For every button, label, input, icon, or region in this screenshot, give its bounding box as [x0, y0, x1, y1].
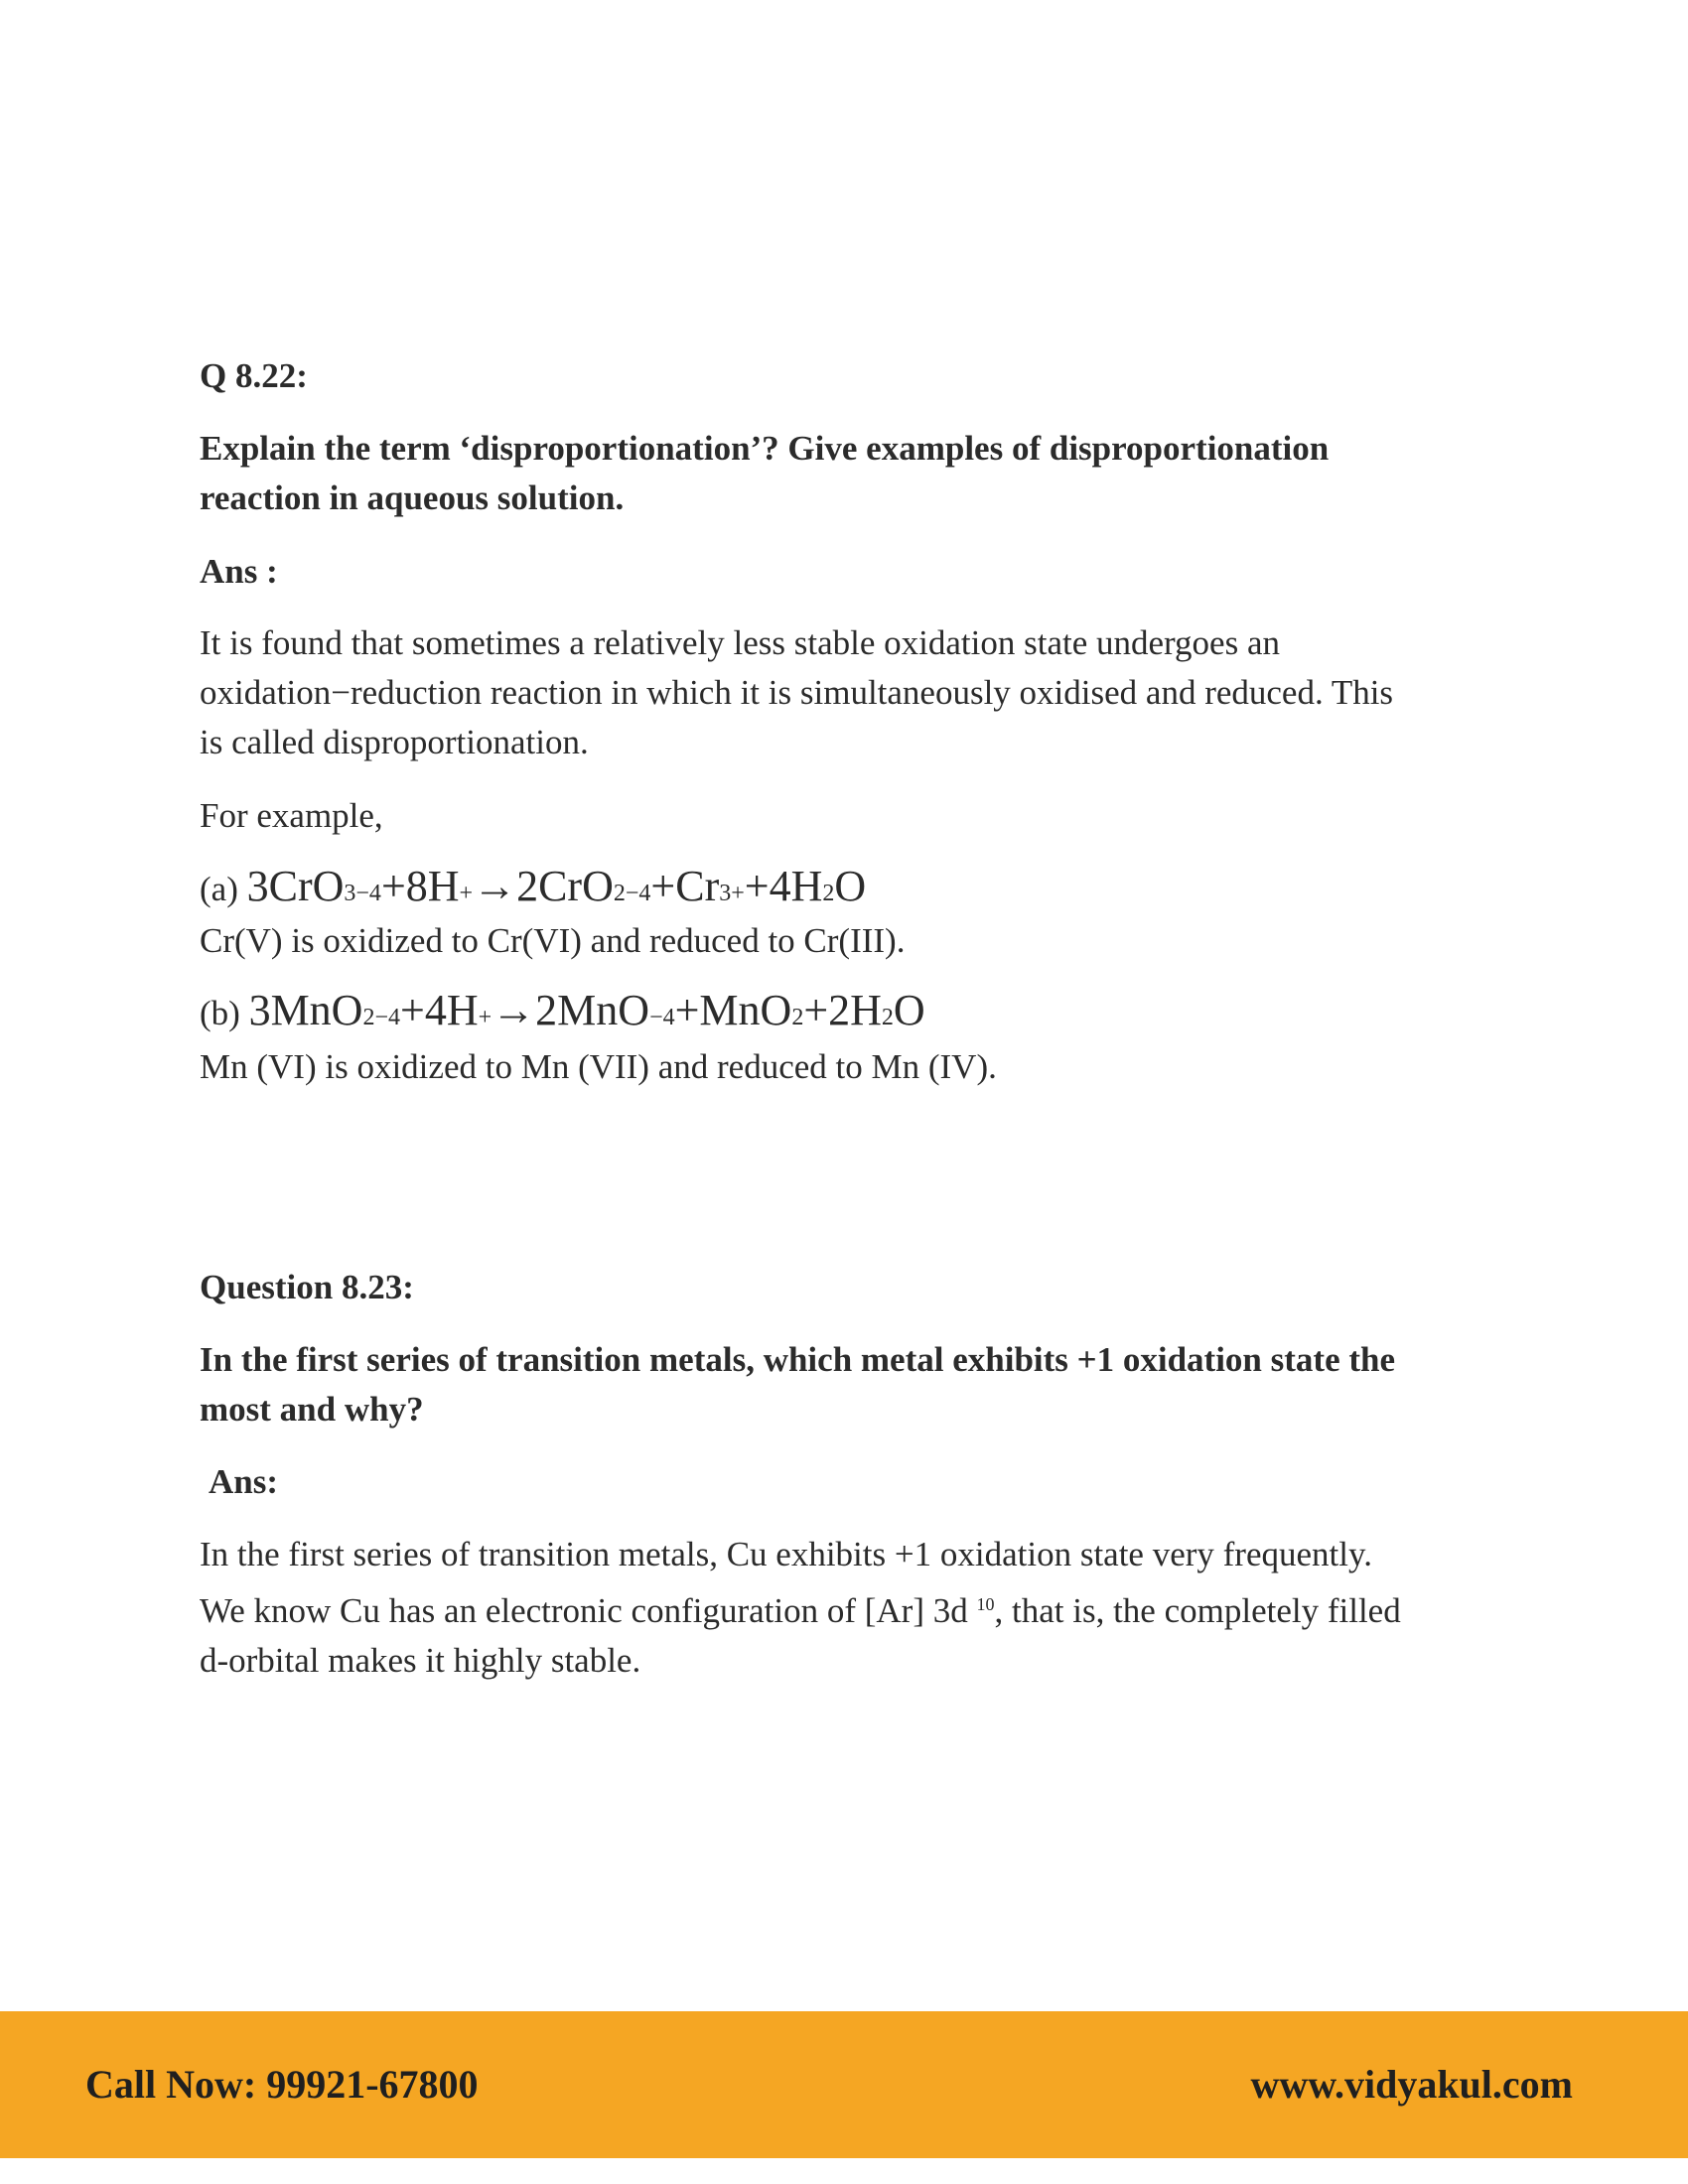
question-line: In the first series of transition metals, which metal exhibits +1 oxidation state the: [200, 1340, 1396, 1379]
equation-subscript: 2: [822, 881, 835, 906]
question-text: [200, 1335, 1395, 1434]
question-line: Explain the term ‘disproportionation’? Give examples of disproportionation: [200, 429, 1330, 468]
equation-part: O: [834, 862, 867, 910]
answer-line: is called disproportionation.: [200, 723, 589, 761]
answer-line: In the first series of transition metals, Cu exhibits +1 oxidation state very frequently.: [200, 1535, 1372, 1573]
question-number: Question 8.23:: [200, 1268, 414, 1306]
equation-part: +8H: [380, 862, 460, 910]
equation-a: [200, 862, 866, 918]
equation-subscript: 2: [881, 1005, 894, 1030]
equation-part: →2MnO: [492, 986, 650, 1034]
equation-label: (a): [200, 870, 247, 908]
equation-superscript: +: [459, 881, 474, 906]
answer-paragraph: [200, 618, 1520, 767]
equation-part: +2H: [803, 986, 882, 1034]
equation-subscript: −4: [649, 1005, 675, 1030]
answer-line: oxidation−reduction reaction in which it is simultaneously oxidised and reduced. This: [200, 673, 1394, 712]
equation-part: O: [893, 986, 925, 1034]
question-line: most and why?: [200, 1390, 424, 1429]
answer-text: We know Cu has an electronic configuration of [Ar] 3d: [200, 1591, 977, 1630]
equation-part: 3CrO: [246, 862, 345, 910]
answer-label: Ans :: [200, 552, 278, 591]
superscript: 10: [976, 1594, 995, 1614]
equation-subscript: 2−4: [362, 1005, 401, 1030]
answer-paragraph: [200, 1530, 1520, 1686]
equation-subscript: 3−4: [344, 881, 381, 906]
equation-a-note: Cr(V) is oxidized to Cr(VI) and reduced to Cr(III).: [200, 921, 906, 960]
equation-part: +4H: [744, 862, 823, 910]
footer-banner: [0, 2011, 1688, 2158]
question-line: reaction in aqueous solution.: [200, 478, 625, 517]
equation-part: +MnO: [674, 986, 792, 1034]
answer-line: d-orbital makes it highly stable.: [200, 1641, 641, 1680]
website-link[interactable]: www.vidyakul.com: [1250, 2062, 1573, 2107]
for-example-text: For example,: [200, 796, 383, 835]
equation-label: (b): [200, 994, 249, 1032]
answer-label: Ans:: [209, 1462, 279, 1501]
equation-b-note: Mn (VI) is oxidized to Mn (VII) and reduced to Mn (IV).: [200, 1047, 997, 1086]
equation-b: [200, 986, 925, 1042]
equation-superscript: +: [478, 1005, 492, 1030]
answer-text: , that is, the completely filled: [994, 1591, 1401, 1630]
call-now-text[interactable]: Call Now: 99921-67800: [85, 2062, 479, 2107]
equation-superscript: 3+: [719, 881, 745, 906]
equation-subscript: 2−4: [613, 881, 651, 906]
equation-part: →2CrO: [473, 862, 614, 910]
equation-part: +Cr: [650, 862, 720, 910]
answer-line: [200, 1579, 1520, 1636]
equation-part: 3MnO: [248, 986, 363, 1034]
equation-part: +4H: [400, 986, 479, 1034]
question-number: Q 8.22:: [200, 356, 308, 395]
question-text: [200, 424, 1329, 523]
answer-line: It is found that sometimes a relatively less stable oxidation state undergoes an: [200, 623, 1280, 662]
equation-subscript: 2: [791, 1005, 804, 1030]
